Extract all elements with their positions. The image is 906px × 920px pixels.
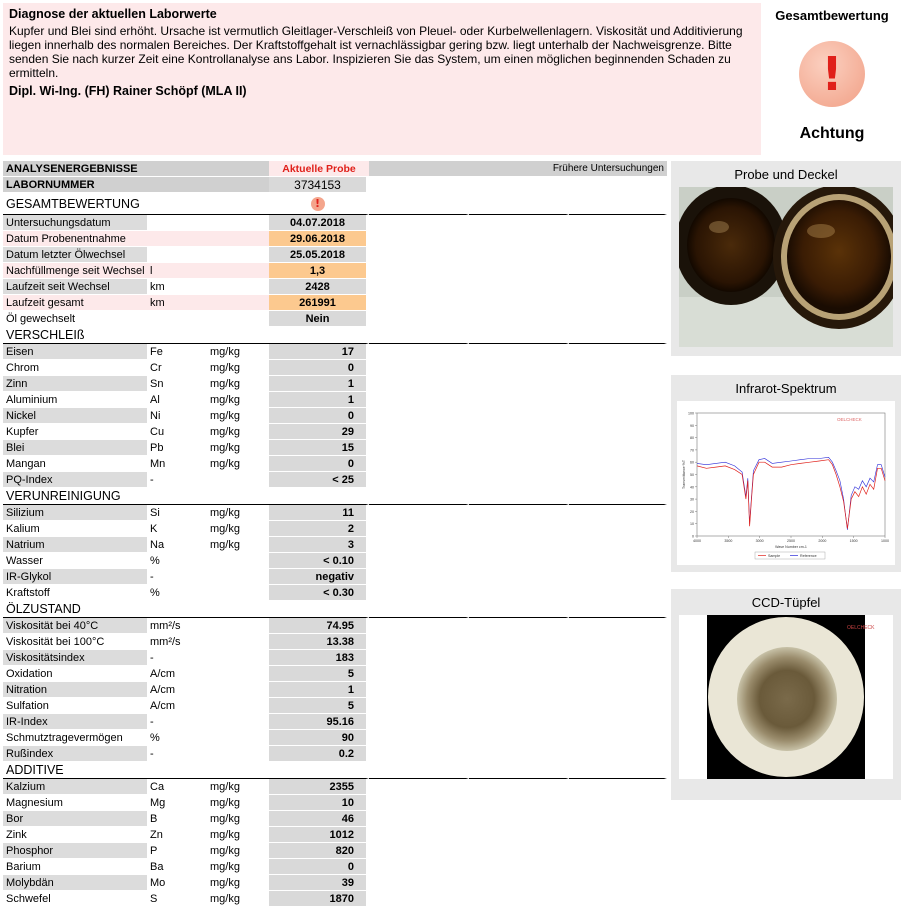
param-name: Kalzium [3, 779, 147, 795]
info-value: 29.06.2018 [269, 231, 369, 247]
param-symbol: Zn [147, 827, 207, 843]
ir-spectrum-chart [677, 401, 895, 565]
param-unit: mg/kg [207, 376, 269, 392]
param-symbol: Na [147, 537, 207, 553]
param-value: 0 [269, 408, 369, 424]
table-row [3, 408, 667, 424]
param-symbol: A/cm [147, 682, 207, 698]
param-symbol: K [147, 521, 207, 537]
ccd-watermark: OELCHECK [847, 625, 875, 631]
param-name: Phosphor [3, 843, 147, 859]
table-row [3, 891, 667, 907]
table-row [3, 247, 667, 263]
table-row [3, 215, 667, 231]
param-name: Zinn [3, 376, 147, 392]
param-value: 1 [269, 682, 369, 698]
table-row [3, 779, 667, 795]
param-name: PQ-Index [3, 472, 147, 488]
param-symbol: Cr [147, 360, 207, 376]
param-unit [207, 714, 269, 730]
info-value: Nein [269, 311, 369, 327]
plot-area [697, 413, 885, 536]
diagnosis-text: Kupfer und Blei sind erhöht. Ursache ist vermutlich Gleitlager-Verschleiß von Pleuel- oder Kurbelwellenlagern. Viskosität und Additivierung liegen innerhalb des normalen Bereiches. Der Kraftstoffgehalt ist vernachlässigbar gering bzw. liegt unterhalb der Nachweisgrenze. Bitte senden Sie nach kurzer Zeit eine Kontrollanalyse ans Labor. Inspizieren Sie das System, um einen möglichen beginnenden Schaden zu ermitteln. [9, 24, 743, 80]
lab-label: LABORNUMMER [3, 177, 269, 193]
y-tick-label: 60 [690, 460, 694, 465]
diagnosis-title: Diagnose der aktuellen Laborwerte [9, 7, 217, 21]
param-symbol: S [147, 891, 207, 907]
param-value: 2355 [269, 779, 369, 795]
param-name: Bor [3, 811, 147, 827]
param-symbol: - [147, 472, 207, 488]
param-value: 10 [269, 795, 369, 811]
param-symbol: mm²/s [147, 634, 207, 650]
info-label: Laufzeit seit Wechsel [3, 279, 147, 295]
param-name: Rußindex [3, 746, 147, 762]
y-tick-label: 90 [690, 423, 694, 428]
table-row [3, 279, 667, 295]
param-symbol: Si [147, 505, 207, 521]
table-row [3, 585, 667, 601]
param-symbol: % [147, 585, 207, 601]
info-label: Nachfüllmenge seit Wechsel [3, 263, 147, 279]
param-unit: mg/kg [207, 795, 269, 811]
param-name: Schmutztragevermögen [3, 730, 147, 746]
table-row [3, 875, 667, 891]
param-value: 74.95 [269, 618, 369, 634]
table-row [3, 295, 667, 311]
table-row [3, 263, 667, 279]
param-value: 183 [269, 650, 369, 666]
param-unit: mg/kg [207, 811, 269, 827]
param-name: Aluminium [3, 392, 147, 408]
table-row [3, 505, 667, 521]
overall-rating [762, 3, 902, 155]
table-row [3, 569, 667, 585]
table-row [3, 440, 667, 456]
param-unit [207, 698, 269, 714]
table-row [3, 746, 667, 762]
param-name: Silizium [3, 505, 147, 521]
lab-number: 3734153 [269, 177, 369, 193]
param-value: 2 [269, 521, 369, 537]
table-header-row [3, 161, 667, 177]
param-value: 1870 [269, 891, 369, 907]
table-row [3, 714, 667, 730]
param-symbol: Mg [147, 795, 207, 811]
info-value: 1,3 [269, 263, 369, 279]
table-row [3, 827, 667, 843]
info-value: 04.07.2018 [269, 215, 369, 231]
info-label: Datum letzter Ölwechsel [3, 247, 147, 263]
x-tick-label: 2000 [818, 539, 827, 543]
section-header [3, 601, 667, 618]
x-axis-label: Wave Number cm-1 [775, 545, 807, 549]
param-value: < 0.30 [269, 585, 369, 601]
param-symbol: - [147, 650, 207, 666]
table-row [3, 859, 667, 875]
table-row [3, 472, 667, 488]
info-unit: km [147, 295, 269, 311]
info-label: Datum Probenentnahme [3, 231, 147, 247]
param-name: Kupfer [3, 424, 147, 440]
param-name: Viskositätsindex [3, 650, 147, 666]
info-label: Laufzeit gesamt [3, 295, 147, 311]
param-name: Molybdän [3, 875, 147, 891]
info-unit: l [147, 263, 269, 279]
param-name: Blei [3, 440, 147, 456]
param-unit [207, 682, 269, 698]
param-value: negativ [269, 569, 369, 585]
param-unit: mg/kg [207, 779, 269, 795]
param-name: Barium [3, 859, 147, 875]
param-value: 820 [269, 843, 369, 859]
param-symbol: A/cm [147, 666, 207, 682]
param-value: 0.2 [269, 746, 369, 762]
ir-watermark: OELCHECK [837, 417, 862, 422]
section-header [3, 762, 667, 779]
info-value: 25.05.2018 [269, 247, 369, 263]
y-tick-label: 100 [688, 411, 694, 416]
table-row [3, 682, 667, 698]
param-unit: mg/kg [207, 891, 269, 907]
param-unit [207, 585, 269, 601]
param-unit [207, 569, 269, 585]
table-row [3, 730, 667, 746]
param-symbol: Mn [147, 456, 207, 472]
param-symbol: Fe [147, 344, 207, 360]
param-name: IR-Glykol [3, 569, 147, 585]
panel-ir-title: Infrarot-Spektrum [735, 381, 837, 396]
param-name: Kalium [3, 521, 147, 537]
param-name: Sulfation [3, 698, 147, 714]
rating-row [3, 193, 667, 215]
overall-status: Achtung [799, 125, 865, 142]
param-name: IR-Index [3, 714, 147, 730]
param-symbol: A/cm [147, 698, 207, 714]
table-row [3, 795, 667, 811]
param-unit: mg/kg [207, 875, 269, 891]
param-name: Wasser [3, 553, 147, 569]
param-unit: mg/kg [207, 827, 269, 843]
param-symbol: Ni [147, 408, 207, 424]
param-value: < 25 [269, 472, 369, 488]
param-unit [207, 730, 269, 746]
param-name: Viskosität bei 40°C [3, 618, 147, 634]
param-value: 0 [269, 456, 369, 472]
sample-photo [679, 187, 893, 347]
header-label: ANALYSENERGEBNISSE [3, 161, 269, 177]
param-name: Chrom [3, 360, 147, 376]
x-tick-label: 3500 [724, 539, 733, 543]
info-unit [147, 215, 269, 231]
param-value: 17 [269, 344, 369, 360]
table-row [3, 666, 667, 682]
x-tick-label: 1500 [849, 539, 858, 543]
table-row [3, 376, 667, 392]
param-symbol: Mo [147, 875, 207, 891]
param-symbol: Sn [147, 376, 207, 392]
y-tick-label: 20 [690, 509, 694, 514]
section-title: ADDITIVE [3, 762, 269, 779]
param-value: 1012 [269, 827, 369, 843]
x-tick-label: 3000 [755, 539, 764, 543]
param-name: Kraftstoff [3, 585, 147, 601]
table-row [3, 537, 667, 553]
param-name: Magnesium [3, 795, 147, 811]
param-symbol: Pb [147, 440, 207, 456]
panel-ccd-title: CCD-Tüpfel [751, 595, 821, 610]
info-value: 261991 [269, 295, 369, 311]
y-tick-label: 80 [690, 436, 694, 441]
info-unit: km [147, 279, 269, 295]
param-name: Zink [3, 827, 147, 843]
param-unit: mg/kg [207, 344, 269, 360]
param-unit: mg/kg [207, 537, 269, 553]
ccd-spot-image [679, 615, 893, 779]
param-unit [207, 746, 269, 762]
legend-sample-label: Sample [768, 554, 781, 558]
param-name: Oxidation [3, 666, 147, 682]
param-value: 90 [269, 730, 369, 746]
param-name: Eisen [3, 344, 147, 360]
x-tick-label: 4000 [693, 539, 701, 543]
param-unit: mg/kg [207, 843, 269, 859]
table-row [3, 811, 667, 827]
param-symbol: Ca [147, 779, 207, 795]
header-previous: Frühere Untersuchungen [369, 161, 667, 177]
param-value: 0 [269, 360, 369, 376]
table-row [3, 521, 667, 537]
param-value: 39 [269, 875, 369, 891]
param-value: < 0.10 [269, 553, 369, 569]
param-value: 29 [269, 424, 369, 440]
exclamation-icon: ! [799, 41, 865, 107]
param-unit: mg/kg [207, 392, 269, 408]
param-value: 3 [269, 537, 369, 553]
param-unit [207, 618, 269, 634]
param-symbol: - [147, 746, 207, 762]
param-symbol: mm²/s [147, 618, 207, 634]
param-name: Schwefel [3, 891, 147, 907]
section-header [3, 327, 667, 344]
table-row [3, 618, 667, 634]
param-symbol: % [147, 730, 207, 746]
legend-reference-label: Reference [800, 554, 817, 558]
param-value: 1 [269, 392, 369, 408]
exclamation-icon: ! [311, 197, 325, 211]
param-unit: mg/kg [207, 521, 269, 537]
param-symbol: Ba [147, 859, 207, 875]
table-row [3, 360, 667, 376]
panel-ir [671, 375, 901, 572]
param-unit [207, 666, 269, 682]
param-name: Mangan [3, 456, 147, 472]
lab-row [3, 177, 667, 193]
table-row [3, 231, 667, 247]
panel-photo-title: Probe und Deckel [734, 167, 838, 182]
x-tick-label: 2500 [787, 539, 795, 543]
table-row [3, 424, 667, 440]
param-unit [207, 553, 269, 569]
y-tick-label: 40 [690, 485, 694, 490]
rating-label: GESAMTBEWERTUNG [3, 193, 269, 215]
table-row [3, 344, 667, 360]
param-symbol: - [147, 569, 207, 585]
panel-photo [671, 161, 901, 356]
header-current: Aktuelle Probe [269, 161, 369, 177]
panel-ccd [671, 589, 901, 800]
param-symbol: Cu [147, 424, 207, 440]
diagnosis-box [3, 3, 761, 155]
param-name: Nitration [3, 682, 147, 698]
param-value: 46 [269, 811, 369, 827]
results-table [3, 161, 667, 907]
section-title: ÖLZUSTAND [3, 601, 269, 618]
param-symbol: - [147, 714, 207, 730]
diagnosis-author: Dipl. Wi-Ing. (FH) Rainer Schöpf (MLA II) [9, 84, 247, 98]
param-value: 5 [269, 698, 369, 714]
x-tick-label: 1000 [881, 539, 889, 543]
param-unit: mg/kg [207, 505, 269, 521]
param-symbol: % [147, 553, 207, 569]
param-value: 11 [269, 505, 369, 521]
section-header [3, 488, 667, 505]
param-unit [207, 472, 269, 488]
table-row [3, 698, 667, 714]
param-unit: mg/kg [207, 408, 269, 424]
param-unit: mg/kg [207, 456, 269, 472]
table-row [3, 553, 667, 569]
param-value: 1 [269, 376, 369, 392]
overall-title: Gesamtbewertung [775, 8, 889, 23]
y-tick-label: 0 [692, 534, 694, 539]
param-value: 15 [269, 440, 369, 456]
info-unit [147, 231, 269, 247]
info-value: 2428 [269, 279, 369, 295]
param-value: 0 [269, 859, 369, 875]
y-tick-label: 30 [690, 497, 694, 502]
table-row [3, 843, 667, 859]
section-title: VERSCHLEIß [3, 327, 269, 344]
y-tick-label: 50 [690, 473, 694, 477]
info-unit [147, 311, 269, 327]
table-row [3, 311, 667, 327]
param-name: Natrium [3, 537, 147, 553]
y-tick-label: 10 [690, 522, 694, 527]
info-label: Öl gewechselt [3, 311, 147, 327]
param-unit [207, 650, 269, 666]
y-tick-label: 70 [690, 448, 694, 453]
param-symbol: P [147, 843, 207, 859]
param-value: 95.16 [269, 714, 369, 730]
param-unit: mg/kg [207, 424, 269, 440]
table-row [3, 650, 667, 666]
param-name: Viskosität bei 100°C [3, 634, 147, 650]
param-value: 5 [269, 666, 369, 682]
param-unit [207, 634, 269, 650]
param-name: Nickel [3, 408, 147, 424]
param-symbol: Al [147, 392, 207, 408]
table-row [3, 456, 667, 472]
table-row [3, 634, 667, 650]
param-unit: mg/kg [207, 859, 269, 875]
param-unit: mg/kg [207, 360, 269, 376]
y-axis-label: Transmittance %T [682, 459, 686, 490]
param-unit: mg/kg [207, 440, 269, 456]
param-symbol: B [147, 811, 207, 827]
section-title: VERUNREINIGUNG [3, 488, 269, 505]
table-row [3, 392, 667, 408]
info-label: Untersuchungsdatum [3, 215, 147, 231]
param-value: 13.38 [269, 634, 369, 650]
info-unit [147, 247, 269, 263]
